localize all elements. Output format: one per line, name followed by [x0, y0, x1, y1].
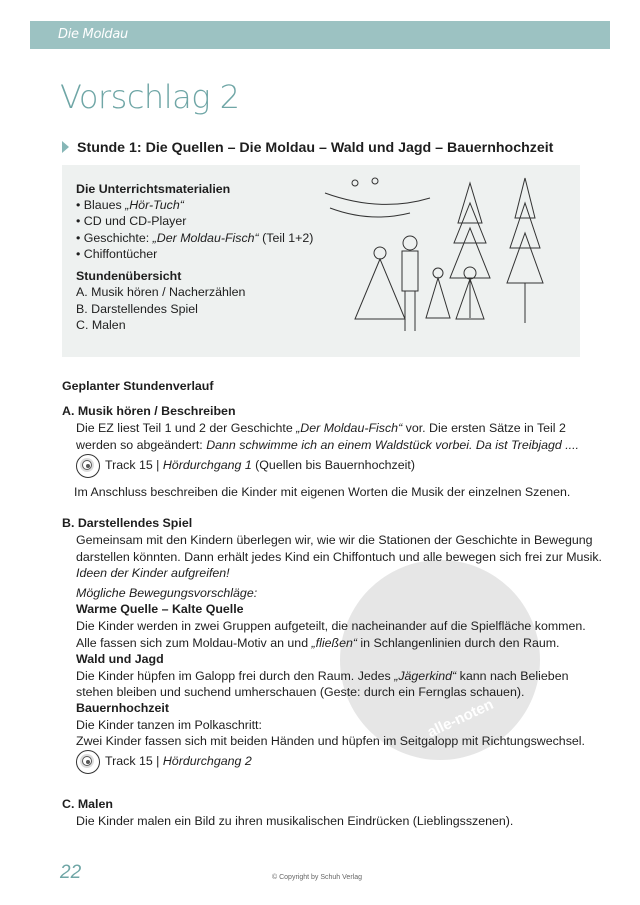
overview-item: C. Malen — [76, 318, 126, 332]
overview-item: B. Darstellendes Spiel — [76, 302, 198, 316]
section-b-text: Gemeinsam mit den Kindern überlegen wir, wie wir die Stationen der Geschichte in Bewegung — [76, 533, 593, 547]
materials-heading: Die Unterrichtsmaterialien — [76, 182, 231, 196]
overview-item: A. Musik hören / Nacherzählen — [76, 285, 246, 299]
section-b-heading: B. Darstellendes Spiel — [62, 516, 193, 530]
moves-heading: Mögliche Bewegungsvorschläge: — [76, 586, 258, 600]
subsection-text: Alle fassen sich zum Moldau-Motiv an und „fließen“ in Schlangenlinien durch den Raum. — [76, 636, 560, 650]
watermark-logo — [340, 560, 540, 760]
materials-box — [62, 165, 580, 357]
subsection-text: Die Kinder tanzen im Polkaschritt: — [76, 718, 262, 732]
lesson-heading-text: Stunde 1: Die Quellen – Die Moldau – Wald und Jagd – Bauernhochzeit — [77, 140, 554, 156]
page-title: Vorschlag 2 — [60, 78, 240, 116]
header-title: Die Moldau — [58, 27, 128, 42]
subsection-text: stehen bleiben und suchend umherschauen (Geste: durch ein Fernglas schauen). — [76, 685, 525, 699]
watermark-text: alle-noten — [424, 695, 497, 742]
material-item: • CD und CD-Player — [76, 214, 187, 228]
section-a-text: Im Anschluss beschreiben die Kinder mit eigenen Worten die Musik der einzelnen Szenen. — [74, 485, 571, 499]
lesson-heading — [62, 140, 553, 156]
section-a-text: werden so abgeändert: Dann schwimme ich an einem Waldstück vorbei. Da ist Treibjagd .... — [76, 438, 579, 452]
subsection-text: Die Kinder werden in zwei Gruppen aufgeteilt, die nacheinander auf die Spielfläche kommen. — [76, 619, 586, 633]
material-item: • Blaues „Hör-Tuch“ — [76, 198, 184, 212]
subsection-text: Zwei Kinder fassen sich mit beiden Händen und hüpfen im Seitgalopp mit Richtungswechsel. — [76, 734, 585, 748]
page-number: 22 — [60, 862, 82, 883]
triangle-bullet-icon — [62, 141, 69, 153]
forest-wedding-illustration — [320, 173, 570, 353]
material-item: • Chiffontücher — [76, 247, 158, 261]
subsection-heading: Wald und Jagd — [76, 652, 164, 666]
copyright: © Copyright by Schuh Verlag — [272, 874, 362, 881]
cd-icon — [76, 750, 100, 774]
cd-icon — [76, 454, 100, 478]
subsection-text: Die Kinder hüpfen im Galopp frei durch den Raum. Jedes „Jägerkind“ kann nach Belieben — [76, 669, 569, 683]
subsection-heading: Bauernhochzeit — [76, 701, 169, 715]
header-bar — [30, 21, 610, 49]
material-item: • Geschichte: „Der Moldau-Fisch“ (Teil 1+2) — [76, 231, 314, 245]
section-b-text: darstellen könnten. Dann erhält jedes Kind ein Chiffontuch und alle bewegen sich frei zur Musik. — [76, 550, 602, 564]
track-reference: Track 15 | Hördurchgang 1 (Quellen bis Bauernhochzeit) — [76, 453, 415, 478]
plan-heading: Geplanter Stundenverlauf — [62, 379, 214, 393]
section-a-text: Die EZ liest Teil 1 und 2 der Geschichte „Der Moldau-Fisch“ vor. Die ersten Sätze in Teil 2 — [76, 421, 566, 435]
section-c-heading: C. Malen — [62, 797, 113, 811]
section-c-text: Die Kinder malen ein Bild zu ihren musikalischen Eindrücken (Lieblingsszenen). — [76, 814, 514, 828]
section-b-note: Ideen der Kinder aufgreifen! — [76, 566, 230, 580]
section-a-heading: A. Musik hören / Beschreiben — [62, 404, 236, 418]
subsection-heading: Warme Quelle – Kalte Quelle — [76, 602, 244, 616]
overview-heading: Stundenübersicht — [76, 269, 182, 283]
track-reference: Track 15 | Hördurchgang 2 — [76, 749, 252, 774]
